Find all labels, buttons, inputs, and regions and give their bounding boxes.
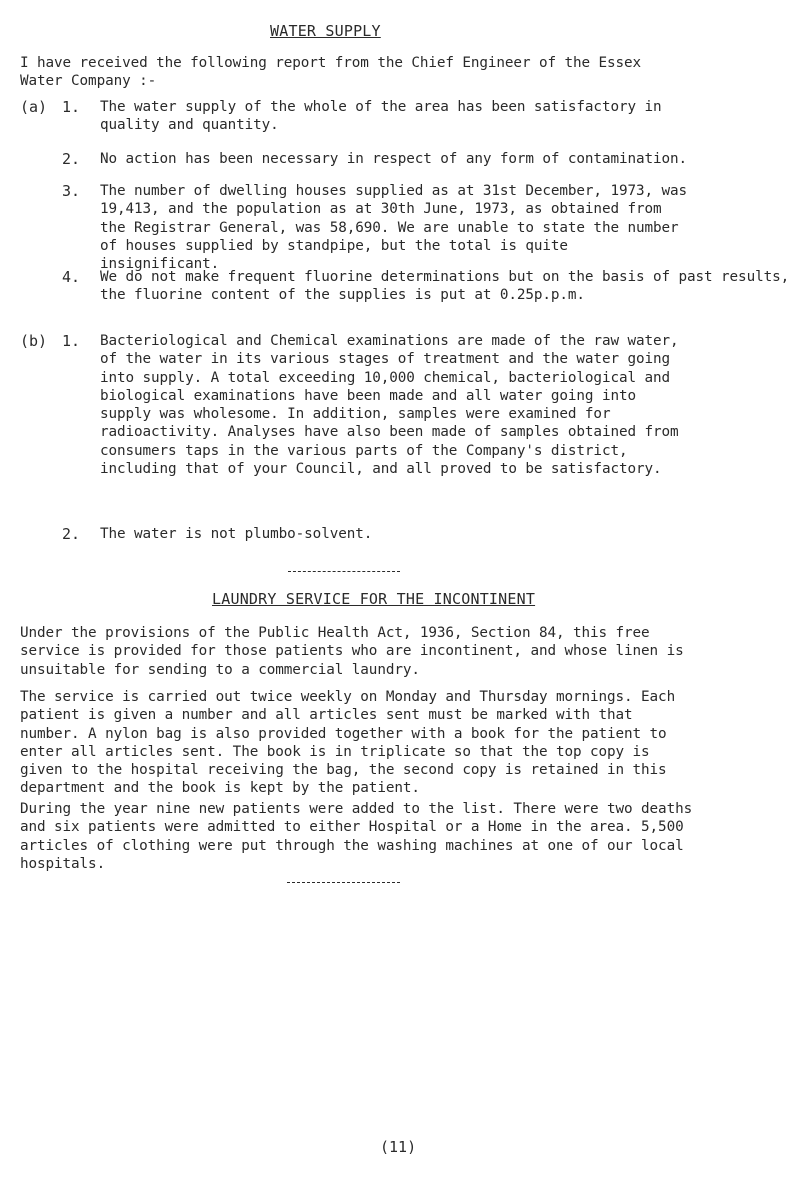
section-b-item-2-text: The water is not plumbo-solvent. <box>100 526 373 542</box>
section-a-item-3-text: The number of dwelling houses supplied as at 31st December, 1973, was 19,413, and the population as at 30th June, 1973, as obtained from the Registrar General, was 58,690. We are unable to state the number of houses supplied by standpipe, but the total is quite insignificant. <box>100 183 688 273</box>
section-a-item-4-text: We do not make frequent fluorine determinations but on the basis of past results, the fluorine content of the supplies is put at 0.25p.p.m. <box>100 269 790 304</box>
water-supply-heading: WATER SUPPLY <box>270 22 381 40</box>
section-a-item-2-text: No action has been necessary in respect of any form of contamination. <box>100 151 688 167</box>
laundry-paragraph-3: During the year nine new patients were added to the list. There were two deaths and six patients were admitted to either Hospital or a Home in the area. 5,500 articles of clothing were put through the washing machines at one of our local hospitals. <box>20 801 701 872</box>
section-b-marker: (b) <box>20 332 48 350</box>
section-b-item-2-number: 2. <box>62 525 81 543</box>
section-divider <box>288 571 400 572</box>
section-a-marker: (a) <box>20 98 48 116</box>
section-a-item-2-number: 2. <box>62 150 81 168</box>
section-a-item-1-text: The water supply of the whole of the area has been satisfactory in quality and quantity. <box>100 99 662 134</box>
section-a-item-1-number: 1. <box>62 98 81 116</box>
section-b-item-1-text: Bacteriological and Chemical examinations are made of the raw water, of the water in its various stages of treatment and the water going into supply. A total exceeding 10,000 chemical, bacteriological and biological examinations have been made and all water going into supply was wholesome. In addition, samples were examined for radioactivity. Analyses have also been made of samples obtained from consumers taps in the various parts of the Company's district, including that of your Council, and all proved to be satisfactory. <box>100 333 679 478</box>
section-b-item-1-number: 1. <box>62 332 81 350</box>
laundry-paragraph-2: The service is carried out twice weekly on Monday and Thursday mornings. Each patient is given a number and all articles sent must be marked with that number. A nylon bag is also provided together with a book for the patient to enter all articles sent. The book is in triplicate so that the top copy is given to the hospital receiving the bag, the second copy is retained in this department and the book is kept by the patient. <box>20 689 684 797</box>
laundry-paragraph-1: Under the provisions of the Public Health Act, 1936, Section 84, this free service is provided for those patients who are incontinent, and whose linen is unsuitable for sending to a commercial laundry. <box>20 625 693 678</box>
water-supply-intro: I have received the following report from the Chief Engineer of the Essex Water Company :- <box>20 55 650 90</box>
section-a-item-3-number: 3. <box>62 182 81 200</box>
end-divider <box>287 882 400 883</box>
laundry-service-heading: LAUNDRY SERVICE FOR THE INCONTINENT <box>212 590 536 608</box>
page-number: (11) <box>380 1138 417 1156</box>
section-a-item-4-number: 4. <box>62 268 81 286</box>
